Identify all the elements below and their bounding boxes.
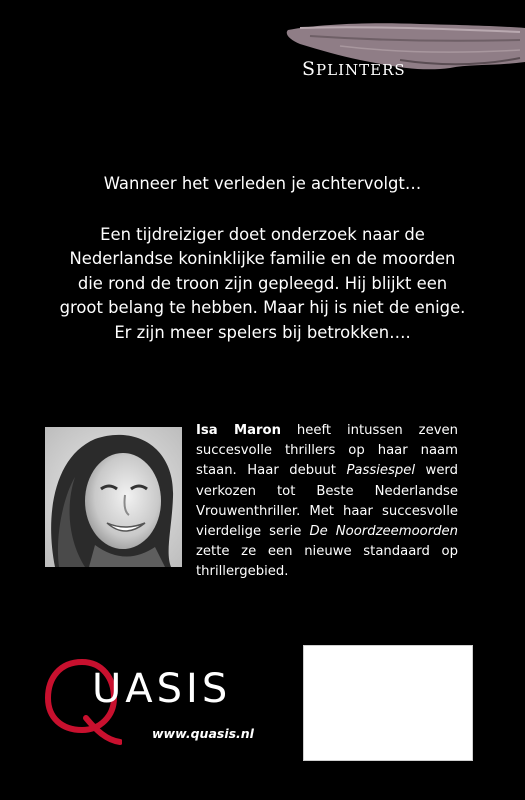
blurb-line: die rond de troon zijn gepleegd. Hij blijkt een: [77, 273, 448, 293]
blurb-line: Nederlandse koninklijke familie en de moorden: [69, 249, 456, 269]
blurb-tagline: Wanneer het verleden je achtervolgt…: [103, 174, 422, 193]
author-bio-text: zette ze een nieuwe standaard op thrillergebied.: [196, 544, 458, 580]
blurb-line: Er zijn meer spelers bij betrokken….: [114, 322, 411, 342]
publisher-url: www.quasis.nl: [152, 726, 254, 741]
blurb-line: Een tijdreiziger doet onderzoek naar de: [100, 224, 425, 244]
publisher-logo: [42, 656, 272, 746]
blurb: [0, 172, 525, 346]
debut-title: Passiespel: [346, 463, 416, 479]
series-title-rest: PLINTERS: [316, 61, 406, 79]
author-photo: [45, 427, 182, 567]
barcode-area: [303, 645, 473, 761]
author-bio: [196, 421, 458, 583]
series-title: [302, 58, 432, 80]
blurb-line: groot belang te hebben. Maar hij is niet de enige.: [59, 298, 466, 318]
publisher-name: UASIS: [92, 666, 232, 712]
author-bio-text: heeft intussen zeven succesvolle thrillers op haar naam staan. Haar debuut: [196, 423, 458, 479]
author-name: Isa Maron: [196, 423, 281, 438]
series-title-initial: S: [302, 58, 317, 80]
author-bio-text: werd verkozen tot Beste Nederlandse Vrouwenthriller. Met haar succesvolle vierdelige serie: [196, 463, 458, 540]
series-reference: De Noordzeemoorden: [309, 524, 458, 540]
